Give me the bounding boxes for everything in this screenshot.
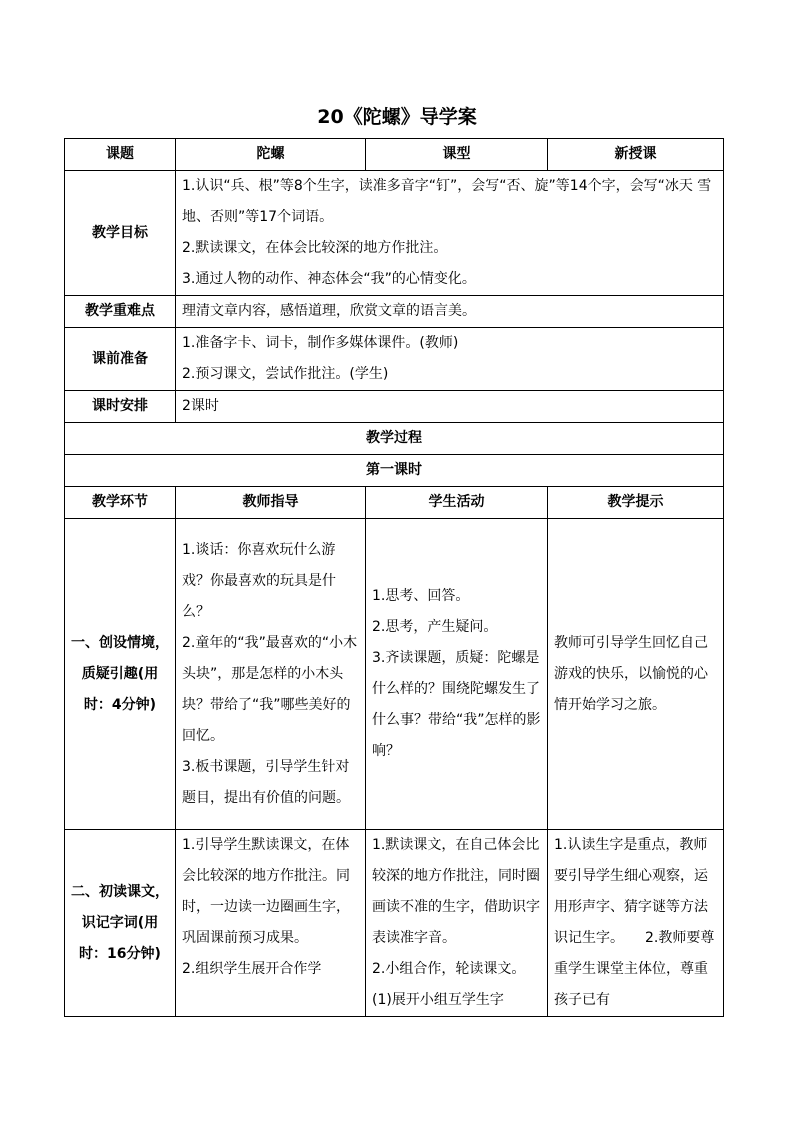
stage-row <box>65 519 724 830</box>
teacher-item: 2.组织学生展开合作学 <box>182 961 322 977</box>
goal-item: 2.默读课文，在体会比较深的地方作批注。 <box>182 240 448 256</box>
key-points-row <box>65 296 724 328</box>
type-value: 新授课 <box>548 139 724 171</box>
teaching-hint-cell <box>548 519 724 830</box>
column-header: 教学环节 <box>65 487 176 519</box>
meta-row <box>65 139 724 171</box>
stage-name: 一、创设情境，质疑引趣(用时：4分钟) <box>65 519 176 830</box>
prep-cell <box>176 328 724 391</box>
lesson-title: 第一课时 <box>65 455 724 487</box>
goal-item: 3.通过人物的动作、神态体会“我”的心情变化。 <box>182 271 476 287</box>
column-header: 学生活动 <box>366 487 548 519</box>
goals-cell <box>176 171 724 296</box>
prep-row <box>65 328 724 391</box>
prep-item: 2.预习课文，尝试作批注。(学生) <box>182 366 389 382</box>
key-points-label: 教学重难点 <box>65 296 176 328</box>
teacher-guidance-cell <box>176 830 366 1017</box>
student-item: 2.思考，产生疑问。 <box>372 619 498 635</box>
student-item: 1.思考、回答。 <box>372 588 470 604</box>
goal-item: 1.认识“兵、根”等8个生字，读准多音字“钉”，会写“否、旋”等14个字，会写“冰天 雪地、否则”等17个词语。 <box>182 178 712 225</box>
goals-row <box>65 171 724 296</box>
type-label: 课型 <box>366 139 548 171</box>
teacher-guidance-cell <box>176 519 366 830</box>
schedule-text: 2课时 <box>176 391 724 423</box>
stage-name: 二、初读课文，识记字词(用时：16分钟) <box>65 830 176 1017</box>
process-title: 教学过程 <box>65 423 724 455</box>
topic-label: 课题 <box>65 139 176 171</box>
column-header: 教学提示 <box>548 487 724 519</box>
goals-label: 教学目标 <box>65 171 176 296</box>
column-header: 教师指导 <box>176 487 366 519</box>
prep-label: 课前准备 <box>65 328 176 391</box>
teacher-item: 3.板书课题，引导学生针对题目，提出有价值的问题。 <box>182 758 350 806</box>
student-item: 1.默读课文，在自己体会比较深的地方作批注，同时圈画读不准的生字，借助识字表读准字音。 <box>372 837 540 946</box>
teaching-hint: 教师可引导学生回忆自己游戏的快乐，以愉悦的心情开始学习之旅。 <box>554 634 708 713</box>
schedule-label: 课时安排 <box>65 391 176 423</box>
page-title: 20《陀螺》导学案 <box>317 106 477 128</box>
student-activity-cell <box>366 519 548 830</box>
process-row <box>65 423 724 455</box>
teacher-item: 2.童年的“我”最喜欢的“小木头块”，那是怎样的小木头块？带给了“我”哪些美好的回忆。 <box>182 634 358 744</box>
teaching-hint-cell <box>548 830 724 1017</box>
topic-value: 陀螺 <box>176 139 366 171</box>
teaching-hint: 1.认读生字是重点，教师要引导学生细心观察，运用形声字、猜字谜等方法识记生字。 2.教师要尊重学生课堂主体位，尊重孩子已有 <box>554 837 715 1008</box>
teacher-item: 1.谈话：你喜欢玩什么游戏？你最喜欢的玩具是什么？ <box>182 541 336 620</box>
student-item: (1)展开小组互学生字 <box>372 992 504 1008</box>
student-activity-cell <box>366 830 548 1017</box>
stage-row <box>65 830 724 1017</box>
lesson-row <box>65 455 724 487</box>
student-item: 3.齐读课题，质疑：陀螺是什么样的？围绕陀螺发生了什么事？带给“我”怎样的影响？ <box>372 650 541 759</box>
column-header-row <box>65 487 724 519</box>
prep-item: 1.准备字卡、词卡，制作多媒体课件。(教师) <box>182 335 459 351</box>
teacher-item: 1.引导学生默读课文，在体会比较深的地方作批注。同时，一边读一边圈画生字，巩固课前预习成果。 <box>182 837 350 946</box>
schedule-row <box>65 391 724 423</box>
student-item: 2.小组合作，轮读课文。 <box>372 961 526 977</box>
key-points-text: 理清文章内容，感悟道理，欣赏文章的语言美。 <box>176 296 724 328</box>
lesson-plan-table <box>64 138 724 1017</box>
